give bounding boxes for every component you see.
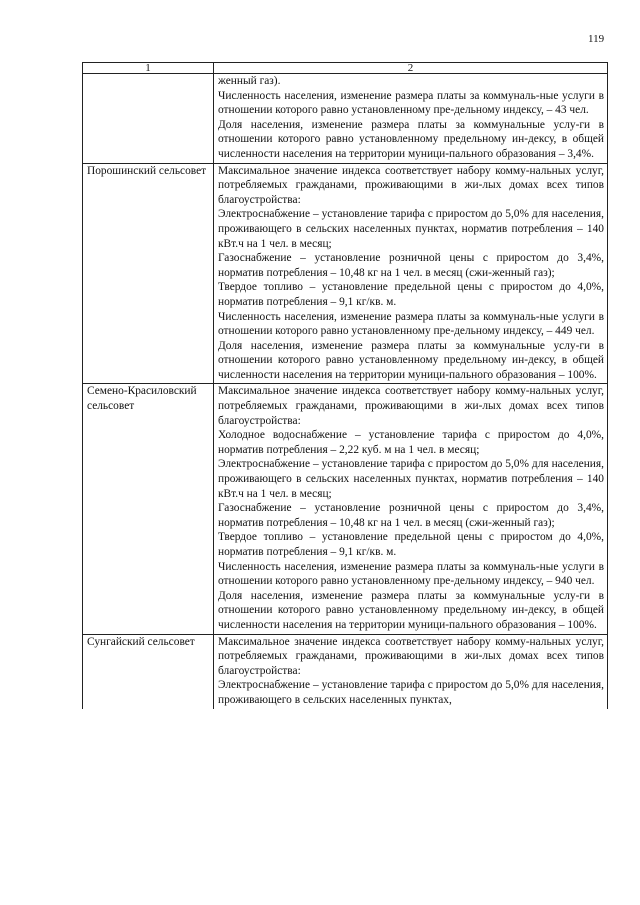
row-description xyxy=(214,634,608,708)
table-row xyxy=(83,634,608,708)
description-paragraph: Электроснабжение – установление тарифа с приростом до 5,0% для населения, проживающего в сельских населенных пунктах, норматив потребления – 140 кВт.ч на 1 чел. в месяц; xyxy=(218,208,604,250)
table-row xyxy=(83,384,608,634)
description-paragraph: Электроснабжение – установление тарифа с приростом до 5,0% для населения, проживающего в сельских населенных пунктах, норматив потребления – 140 кВт.ч на 1 чел. в месяц; xyxy=(218,458,604,500)
description-paragraph: Холодное водоснабжение – установление тарифа с приростом до 4,0%, норматив потребления – 2,22 куб. м на 1 чел. в месяц; xyxy=(218,429,604,456)
municipal-index-table xyxy=(82,62,608,709)
table-header-row xyxy=(83,63,608,74)
description-paragraph: Численность населения, изменение размера платы за коммуналь-ные услуги в отношении которого равно установленному пре-дельному индексу, – 449 чел. xyxy=(218,310,604,338)
column-2-header: 2 xyxy=(214,63,608,74)
description-paragraph: Численность населения, изменение размера платы за коммуналь-ные услуги в отношении которого равно установленному пре-дельному индексу, – 940 чел. xyxy=(218,560,604,588)
description-paragraph: Доля населения, изменение размера платы за коммунальные услу-ги в отношении которого равно установленному предельному ин-дексу, в общей численности населения на территории муници-пального образования – 100%. xyxy=(218,339,604,381)
description-paragraph: Максимальное значение индекса соответствует набору комму-нальных услуг, потребляемых гражданами, проживающими в жи-лых домах всех типов благоустройства: xyxy=(218,164,604,206)
description-paragraph: Численность населения, изменение размера платы за коммуналь-ные услуги в отношении которого равно установленному пре-дельному индексу, – 43 чел. xyxy=(218,89,604,117)
municipality-name: Порошинский сельсовет xyxy=(83,163,214,384)
description-paragraph: женный газ). xyxy=(218,75,281,87)
municipality-name: Семено-Красиловский сельсовет xyxy=(83,384,214,634)
row-description xyxy=(214,163,608,384)
description-paragraph: Доля населения, изменение размера платы за коммунальные услу-ги в отношении которого равно установленному предельному ин-дексу, в общей численности населения на территории муници-пального образования – 3,4%. xyxy=(218,118,604,160)
municipality-name: Сунгайский сельсовет xyxy=(83,634,214,708)
table-row xyxy=(83,74,608,164)
row-description xyxy=(214,74,608,164)
description-paragraph: Электроснабжение – установление тарифа с приростом до 5,0% для населения, проживающего в сельских населенных пунктах, xyxy=(218,679,604,706)
description-paragraph: Твердое топливо – установление предельной цены с приростом до 4,0%, норматив потребления – 9,1 кг/кв. м. xyxy=(218,531,604,558)
description-paragraph: Максимальное значение индекса соответствует набору комму-нальных услуг, потребляемых гражданами, проживающими в жи-лых домах всех типов благоустройства: xyxy=(218,635,604,677)
description-paragraph: Газоснабжение – установление розничной цены с приростом до 3,4%, норматив потребления – 10,48 кг на 1 чел. в месяц (сжи-женный газ); xyxy=(218,252,604,279)
table-row xyxy=(83,163,608,384)
row-description xyxy=(214,384,608,634)
page-number: 119 xyxy=(588,33,605,45)
description-paragraph: Максимальное значение индекса соответствует набору комму-нальных услуг, потребляемых гражданами, проживающими в жи-лых домах всех типов благоустройства: xyxy=(218,385,604,427)
description-paragraph: Твердое топливо – установление предельной цены с приростом до 4,0%, норматив потребления – 9,1 кг/кв. м. xyxy=(218,281,604,308)
column-1-header: 1 xyxy=(83,63,214,74)
municipality-name xyxy=(83,74,214,164)
description-paragraph: Доля населения, изменение размера платы за коммунальные услу-ги в отношении которого равно установленному предельному ин-дексу, в общей численности населения на территории муници-пального образования – 100%. xyxy=(218,589,604,631)
description-paragraph: Газоснабжение – установление розничной цены с приростом до 3,4%, норматив потребления – 10,48 кг на 1 чел. в месяц (сжи-женный газ); xyxy=(218,502,604,529)
